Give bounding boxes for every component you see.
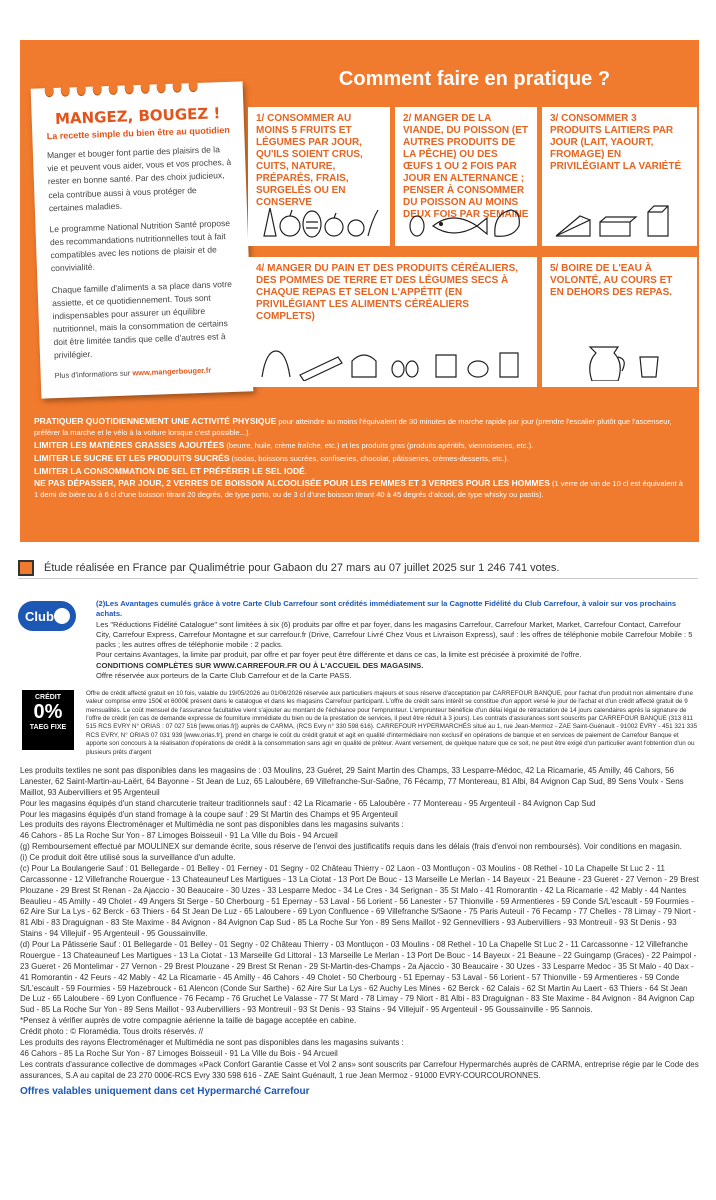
offers-valid-note: Offres valables uniquement dans cet Hypermarché Carrefour xyxy=(20,1086,310,1098)
tip-card-cereals xyxy=(248,257,537,387)
legal-notes xyxy=(20,766,700,1099)
legal-line: Crédit photo : © Floramédia. Tous droits réservés. // xyxy=(20,1027,204,1036)
note-paragraph-3: Chaque famille d'aliments a sa place dans votre assiette, et ce quotidiennement. Tous sont indispensables pour assurer un équilibre nutritionnel, mais la consommation de certains doit être limitée tandis que celle d'autres est à privilégier. xyxy=(51,278,232,361)
advice-item: NE PAS DÉPASSER, PAR JOUR, 2 VERRES DE BOISSON ALCOOLISÉE POUR LES FEMMES ET 3 VERRES POUR LES HOMMES (1 verre de vin de 10 cl est équivalent à 1 demi de bière ou à 6 cl d'une boisson titrant 20 degrés, de type porto, ou de 3 cl d'une boisson titrant 40 à 45 degrés d'alcool, de type whisky ou pastis). xyxy=(34,478,683,500)
legal-line: 46 Cahors - 85 La Roche Sur Yon - 87 Limoges Boisseuil - 91 La Ville du Bois - 94 Arcueil xyxy=(20,831,338,841)
tip-text: 1/ CONSOMMER AU MOINS 5 FRUITS ET LÉGUMES PAR JOUR, QU'ILS SOIENT CRUS, CUITS, NATURE, PRÉPARÉS, FRAIS, SURGELÉS OU EN CONSERVE xyxy=(256,113,363,208)
credit-badge: CRÉDIT 0% TAEG FIXE xyxy=(22,690,74,750)
panel-title: Comment faire en pratique ? xyxy=(338,68,611,90)
advice-list xyxy=(34,415,684,501)
legal-line: Les produits textiles ne sont pas disponibles dans les magasins de : 03 Moulins, 23 Guéret, 29 Saint Martin des Champs, 33 Lesparre-Médoc, 42 La Ricamarie, 45 Amilly, 46 Cahors, 56 Lanester, 62 Saint-Martin-au-Laërt, 64 Bayonne - St Jean de Luz, 65 Laloubère, 69 Villefranche-Sur-Saône, 76 Fécamp, 77 Montereau, 81 Albi, 84 Avignon Cap Sud, 89 Sens Voulx - Sens Maillot, 93 Aubervilliers et 95 Argenteuil xyxy=(20,766,684,797)
dairy-products-icon xyxy=(550,202,689,240)
credit-text: Offre de crédit affecté gratuit en 10 fois, valable du 19/05/2026 au 01/06/2026 réservée aux particuliers majeurs et sous réserve d'acceptation par CARREFOUR BANQUE, pour l'achat d'un produit non alimentaire d'une valeur comprise entre 150€ et 6000€ présent dans le catalogue et dans les magasins Carrefour participant. L'offre de crédit sans intérêt se constitue d'un apport versé le jour de l'achat et d'un crédit affecté gratuit de 9 mensualités. Le coût mensuel de l'assurance facultative vient s'ajouter au montant de l'échéance pour l'emprunteur. L'emprunteur bénéficie d'un délai légal de rétractation de 14 jours calendaires après la signature de l'offre de crédit (en cas de demande expresse de fourniture immédiate du bien ou de la prestation de services, il peut être réduit à 3 jours). Les contrats d'assurances sont souscrits par CARREFOUR BANQUE (313 811 515 RCS EVRY N° ORIAS : 07 027 516 [www.orias.fr]) auprès de CARMA, (RCS Evry n° 330 598 616). CARREFOUR HYPERMARCHÉS situé au 1, rue Jean-Mermoz - ZAE Saint-Guénault - 91002 ÉVRY - 451 321 335 RCS EVRY, N° ORIAS 07 031 939 [www.orias.fr], prend en charge le coût du crédit gratuit et agit en qualité d'intermédiaire non exclusif en opérations de banque et en services de paiement de Carrefour Banque et apporte son concours à la réalisation d'opérations de crédit à la consommation sans agir en qualité de prêteur. Avant versement, de quelque nature que ce soit, ne peut être exigé d'un particulier avant l'obtention d'un ou plusieurs prêts d'argent xyxy=(86,690,698,756)
advice-item: PRATIQUER QUOTIDIENNEMENT UNE ACTIVITÉ PHYSIQUE pour atteindre au moins l'équivalent de 30 minutes de marche rapide par jour (prendre l'escalier plutôt que l'ascenseur, préférer la marche et le vélo à la voiture lorsque c'est possible...). xyxy=(34,416,672,437)
water-jug-glass-icon xyxy=(550,343,689,381)
legal-line: (g) Remboursement effectué par MOULINEX sur demande écrite, sous réserve de l'envoi des justificatifs requis dans les délais (frais d'envoi non remboursés). Voir conditions en magasin. xyxy=(20,842,682,852)
study-text: Étude réalisée en France par Qualimétrie pour Gabaon du 27 mars au 07 juillet 2025 sur 1 246 741 votes. xyxy=(44,561,560,574)
club-line-4: CONDITIONS COMPLÈTES SUR WWW.CARREFOUR.FR OU À L'ACCUEIL DES MAGASINS. xyxy=(96,660,424,670)
note-paragraph-2: Le programme National Nutrition Santé propose des recommandations nutritionnelles tout à fait compatibles avec les notions de plaisir et de convivialité. xyxy=(49,217,231,274)
tip-text: 2/ MANGER DE LA VIANDE, DU POISSON (ET AUTRES PRODUITS DE LA PÊCHE) OU DES ŒUFS 1 OU 2 FOIS PAR JOUR EN ALTERNANCE ; PENSER À CONSOMMER DU POISSON AU MOINS DEUX FOIS PAR SEMAINE xyxy=(403,113,529,220)
club-carrefour-logo: Club xyxy=(18,601,76,631)
mangerbouger-link[interactable]: www.mangerbouger.fr xyxy=(132,365,212,377)
mangez-bougez-note xyxy=(31,81,254,398)
award-icon xyxy=(18,560,34,576)
club-line-2: Les "Réductions Fidélité Catalogue" sont limitées à six (6) produits par offre et par foyer, dans les magasins Carrefour, Carrefour Market, Market, Carrefour Contact, Carrefour City, Carrefour Express, Carrefour Montagne et sur carrefour.fr (Drive, Carrefour Livré Chez Vous et Livraison Express), sauf : les offres de téléphonie mobile Carrefour Mobile : 5 packs ; les autres offres de téléphonie mobile : 2 packs. xyxy=(96,619,693,649)
tip-text: 3/ CONSOMMER 3 PRODUITS LAITIERS PAR JOUR (LAIT, YAOURT, FROMAGE) EN PRIVILÉGIANT LA VARIÉTÉ xyxy=(550,113,682,172)
note-subheading: La recette simple du bien être au quotidien xyxy=(46,124,230,142)
note-heading: MANGEZ, BOUGEZ ! xyxy=(54,104,221,128)
advice-item: LIMITER LA CONSOMMATION DE SEL ET PRÉFÉRER LE SEL IODÉ. xyxy=(34,465,307,476)
note-link-line: Plus d'informations sur www.mangerbouger.fr xyxy=(54,365,212,380)
club-line-3: Pour certains Avantages, la limite par produit, par offre et par foyer peut être différente et dans ce cas, la limite est précisée à proximité de l'offre. xyxy=(96,650,582,660)
tip-card-protein xyxy=(395,107,537,246)
tip-card-dairy xyxy=(542,107,697,246)
legal-line: Les produits des rayons Électroménager et Multimédia ne sont pas disponibles dans les magasins suivants : xyxy=(20,1037,404,1047)
study-line xyxy=(18,557,698,579)
fish-egg-meat-icon xyxy=(403,202,529,240)
tip-card-water xyxy=(542,257,697,387)
tip-card-fruits xyxy=(248,107,390,246)
club-text xyxy=(96,599,696,681)
club-line-1: (2)Les Avantages cumulés grâce à votre Carte Club Carrefour sont crédités immédiatement sur la Cagnotte Fidélité du Club Carrefour, à valoir sur vos prochains achats. xyxy=(96,599,677,619)
club-line-5: Offre réservée aux porteurs de la Carte Club Carrefour et de la Carte PASS. xyxy=(96,670,352,680)
club-carrefour-block xyxy=(18,597,698,680)
legal-line: Les produits des rayons Électroménager et Multimédia ne sont pas disponibles dans les magasins suivants : xyxy=(20,820,404,830)
note-paragraph-1: Manger et bouger font partie des plaisirs de la vie et peuvent vous aider, vous et vos proches, à rester en bonne santé. Par des choix judicieux, cela contribue aussi à vous protéger de certaines maladies. xyxy=(46,144,232,213)
legal-line: Pour les magasins équipés d'un stand charcuterie traiteur traditionnels sauf : 42 La Ricamarie - 65 Laloubère - 77 Montereau - 95 Argenteuil - 84 Avignon Cap Sud xyxy=(20,798,596,808)
legal-line: (d) Pour La Pâtisserie Sauf : 01 Bellegarde - 01 Belley - 01 Segny - 02 Château Thierry - 03 Montluçon - 03 Moulins - 08 Rethel - 10 La Chapelle St Luc 2 - 11 Carcassonne - 12 Villefranche Rouergue - 13 Chateauneuf Les Martigues - 13 La Ciotat - 13 Marseille Gd Littoral - 13 Marseille Le Merlan - 13 Port De Bouc - 14 Bayeux - 21 Beaune - 22 Guingamp (Graces) - 22 Paimpol - 23 Gueret - 26 Montelimar - 27 Vernon - 29 Brest Plouzane - 29 Brest St Renan - 29 St-Martin-des-Champs - 2a Ajaccio - 30 Beaucaire - 30 Uzes - 33 Lesparre Medoc - 35 St Malo - 40 Dax - 41 Romorantin - 42 Feurs - 42 Mably - 42 La Ricamarie - 45 Amilly - 46 Cahors - 49 Cholet - 50 Cherbourg - 51 Epernay - 53 Laval - 56 Lorient - 57 Thionville - 59 Armentieres - 59 Conde S/L'escault - 59 Fourmies - 59 Hazebrouck - 61 Alencon (Conde Sur Sarthe) - 62 Aire Sur La Lys - 62 Auchy Les Mines - 62 Berck - 62 Calais - 62 St Martin Au Laert - 63 Thiers - 64 St Jean De Luz - 65 Laloubere - 69 Lyon Confluence - 76 Fecamp - 76 Gruchet Le Valasse - 77 St Mard - 78 Limay - 79 Niort - 81 Albi - 83 Draguignan - 83 Ste Maxime - 84 Avignon - 84 Avignon Cap Sud - 85 La Roche Sur Yon - 89 Sens Maillot - 93 Aubervilliers - 93 Montreuil - 93 St Denis - 93 Stains - 94 Villejuif - 95 Argenteuil - 95 Goussainville - 95 Sannois. xyxy=(20,940,697,1015)
legal-line: (i) Ce produit doit être utilisé sous la surveillance d'un adulte. xyxy=(20,853,236,862)
fruits-vegetables-icon xyxy=(256,202,382,240)
legal-line: 46 Cahors - 85 La Roche Sur Yon - 87 Limoges Boisseuil - 91 La Ville du Bois - 94 Arcueil xyxy=(20,1048,338,1058)
credit-offer-block xyxy=(22,690,698,763)
legal-line: (c) Pour La Boulangerie Sauf : 01 Bellegarde - 01 Belley - 01 Ferney - 01 Segny - 02 Château Thierry - 02 Laon - 03 Montluçon - 03 Moulins - 08 Rethel - 10 La Chapelle St Luc 2 - 11 Carcassonne - 12 Villefranche Rouergue - 13 Chateauneuf Les Martigues - 13 La Ciotat - 13 Port De Bouc - 13 Marseille Le Merlan - 14 Bayeux - 21 Beaune - 23 Gueret - 27 Vernon - 29 Brest Plouzane - 29 Brest St Renan - 2a Ajaccio - 30 Beaucaire - 30 Uzes - 33 Lesparre Medoc - 34 Le Cres - 34 Serignan - 35 St Malo - 41 Romorantin - 42 La Ricamarie - 42 Mably - 44 Nantes Beaulieu - 45 Amilly - 49 Cholet - 49 Angers St Serge - 50 Cherbourg - 51 Epernay - 53 Laval - 56 Lorient - 56 Lanester - 57 Thionville - 59 Armentieres - 59 Conde S/L'escault - 59 Fourmies - 62 Aire Sur La Lys - 62 Berck - 63 Thiers - 64 St Jean De Luz - 65 Laloubere - 69 Lyon Confluence - 69 Villefranche S/Saone - 75 Paris Auteuil - 76 Fecamp - 77 Chelles - 78 Limay - 79 Niort - 81 Albi - 83 Draguignan - 83 Ste Maxime - 84 Avignon - 84 Avignon Cap Sud - 85 La Roche Sur Yon - 89 Sens Maillot - 92 Gennevilliers - 93 Aubervilliers - 93 Montreuil - 93 St Denis - 93 Stains - 94 Villejuif - 95 Argenteuil - 95 Goussainville. xyxy=(20,863,699,939)
legal-line: Pour les magasins équipés d'un stand fromage à la coupe sauf : 29 St Martin des Champs et 95 Argenteuil xyxy=(20,809,398,819)
advice-item: LIMITER LES MATIÈRES GRASSES AJOUTÉES (beurre, huile, crème fraîche, etc.) et les produits gras (produits apéritifs, viennoiseries, etc.). xyxy=(34,439,534,450)
tip-text: 5/ BOIRE DE L'EAU À VOLONTÉ, AU COURS ET EN DEHORS DES REPAS. xyxy=(550,263,673,298)
carrefour-icon xyxy=(54,608,70,624)
legal-line: Les contrats d'assurance collective de dommages «Pack Confort Garantie Casse et Vol 2 ans» sont souscrits par Carrefour Hypermarchés auprès de CARMA, entreprise régie par le Code des assurances, S.A au capital de 23 270 000€-RCS Evry 330 598 616 - ZAE Saint Guénault, 1 rue Jean Mermoz - 91000 EVRY-COURCOURONNES. xyxy=(20,1059,699,1080)
bread-cereals-icon xyxy=(256,343,529,381)
legal-line: *Pensez à vérifier auprès de votre compagnie aérienne la taille de bagage acceptée en cabine. xyxy=(20,1016,357,1026)
advice-item: LIMITER LE SUCRE ET LES PRODUITS SUCRÉS (sodas, boissons sucrées, confiseries, chocolat, pâtisseries, crèmes-desserts, etc.). xyxy=(34,452,509,463)
tip-text: 4/ MANGER DU PAIN ET DES PRODUITS CÉRÉALIERS, DES POMMES DE TERRE ET DES LÉGUMES SECS À CHAQUE REPAS ET SELON L'APPÉTIT (EN PRIVILÉGIANT LES ALIMENTS CÉRÉALIERS COMPLETS) xyxy=(256,263,519,322)
